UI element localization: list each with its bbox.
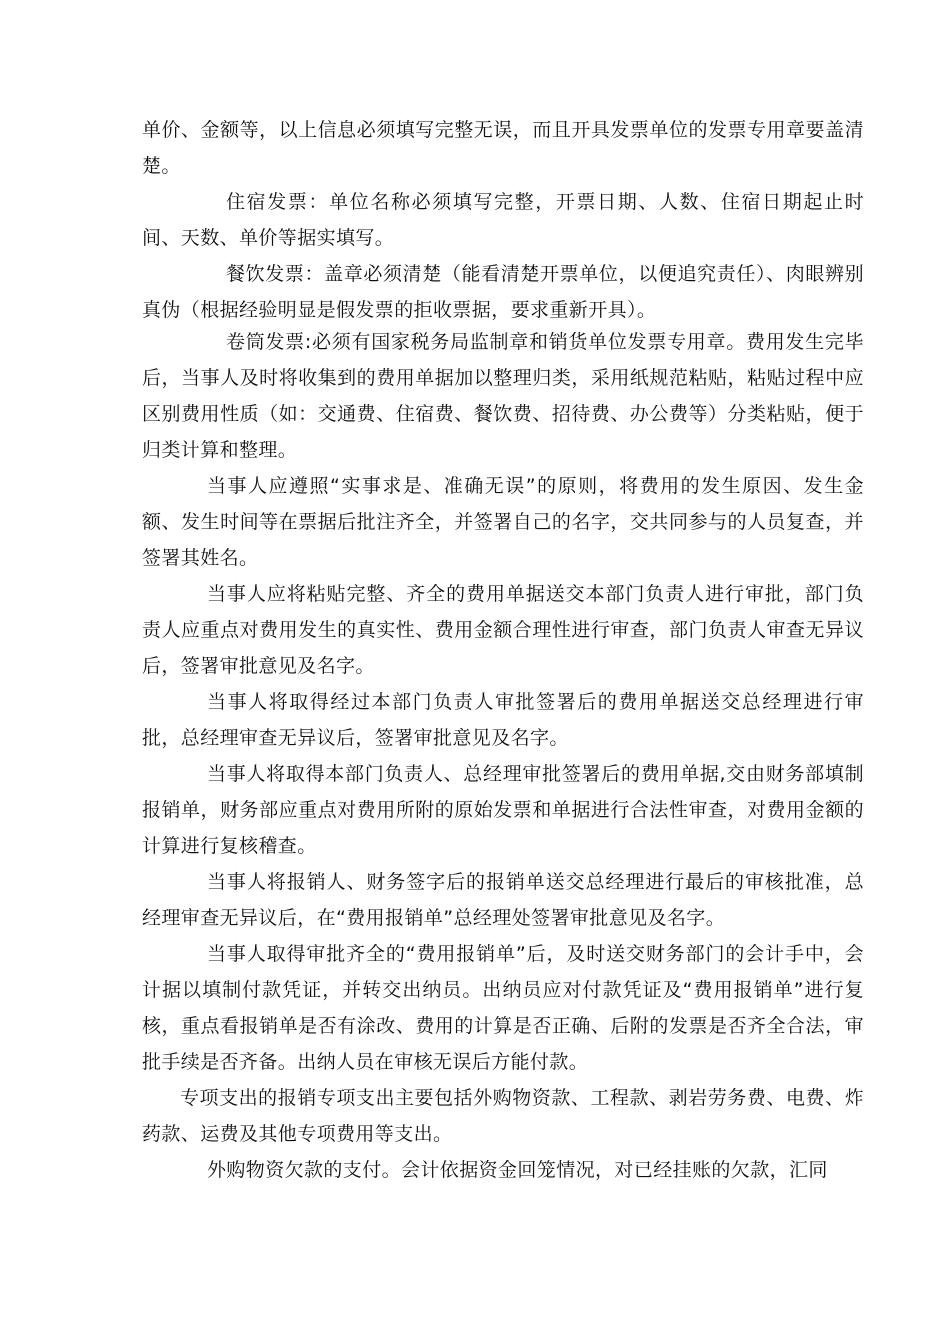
paragraph-special-expenditure: 专项支出的报销专项支出主要包括外购物资款、工程款、剥岩劳务费、电费、炸药款、运费及其他专项费用等支出。 (142, 1087, 864, 1145)
paragraph-external-purchase-payment: 外购物资欠款的支付。会计依据资金回笼情况，对已经挂账的欠款，汇同 (207, 1159, 828, 1181)
paragraph-general-manager-approval: 当事人将取得经过本部门负责人审批签署后的费用单据送交总经理进行审批，总经理审查无异议后，签署审批意见及名字。 (142, 691, 864, 749)
paragraph-payment-process: 当事人取得审批齐全的“费用报销单”后，及时送交财务部门的会计手中，会计据以填制付款凭证，并转交出纳员。出纳员应对付款凭证及“费用报销单”进行复核，重点看报销单是否有涂改、费用的计算是否正确、后附的发票是否齐全合法，审批手续是否齐备。出纳人员在审核无误后方能付款。 (142, 943, 864, 1073)
paragraph-department-approval: 当事人应将粘贴完整、齐全的费用单据送交本部门负责人进行审批，部门负责人应重点对费用发生的真实性、费用金额合理性进行审查，部门负责人审查无异议后，签署审批意见及名字。 (142, 583, 864, 677)
paragraph-invoice-requirements: 单价、金额等，以上信息必须填写完整无误，而且开具发票单位的发票专用章要盖清楚。 (142, 119, 864, 177)
paragraph-finance-review: 当事人将取得本部门负责人、总经理审批签署后的费用单据,交由财务部填制报销单，财务部应重点对费用所附的原始发票和单据进行合法性审查，对费用金额的计算进行复核稽查。 (142, 763, 864, 857)
paragraph-final-approval: 当事人将报销人、财务签字后的报销单送交总经理进行最后的审核批准，总经理审查无异议后，在“费用报销单”总经理处签署审批意见及名字。 (142, 871, 864, 929)
paragraph-lodging-invoice: 住宿发票：单位名称必须填写完整，开票日期、人数、住宿日期起止时间、天数、单价等据实填写。 (142, 191, 864, 249)
paragraph-accuracy-principle: 当事人应遵照“实事求是、准确无误”的原则，将费用的发生原因、发生金额、发生时间等在票据后批注齐全，并签署自己的名字，交共同参与的人员复查，并签署其姓名。 (142, 475, 864, 569)
paragraph-catering-invoice: 餐饮发票：盖章必须清楚（能看清楚开票单位，以便追究责任）、肉眼辨别真伪（根据经验明显是假发票的拒收票据，要求重新开具）。 (142, 263, 864, 321)
paragraph-roll-invoice: 卷筒发票:必须有国家税务局监制章和销货单位发票专用章。费用发生完毕后，当事人及时将收集到的费用单据加以整理归类，采用纸规范粘贴，粘贴过程中应区别费用性质（如：交通费、住宿费、餐饮费、招待费、办公费等）分类粘贴，便于归类计算和整理。 (142, 331, 864, 461)
